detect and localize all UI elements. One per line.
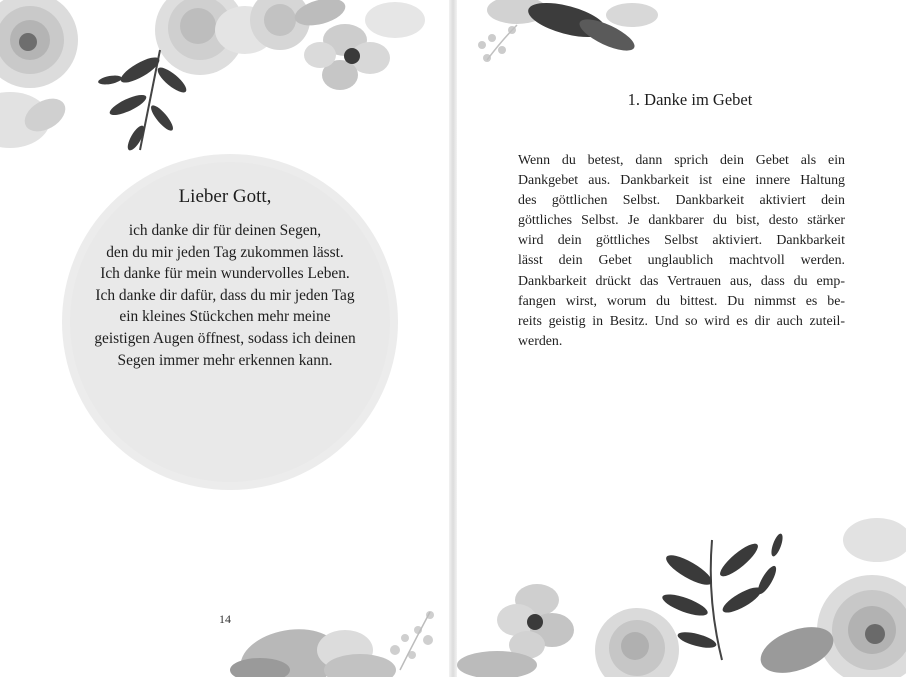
body-line: reits geistig in Besitz. Und so wird es dir auch zuteil- bbox=[518, 313, 845, 329]
floral-bottom-left-decoration bbox=[230, 611, 434, 677]
body-line: wird dein göttliches Selbst aktiviert. Dankbarkeit bbox=[518, 233, 845, 249]
prayer-line: geistigen Augen öffnest, sodass ich deinen bbox=[94, 329, 356, 347]
floral-bottom-right-decoration bbox=[457, 518, 906, 677]
body-line: göttliches Selbst. Je dankbarer du bist, desto stärker bbox=[518, 213, 845, 229]
page-number: 14 bbox=[219, 612, 231, 626]
rose-top-center bbox=[155, 0, 310, 75]
body-line: lässt dein Gebet unglaublich machtvoll werden. bbox=[518, 253, 845, 269]
chapter-title: 1. Danke im Gebet bbox=[627, 90, 753, 109]
body-line: Dankgebet aus. Dankbarkeit ist eine innere Haltung bbox=[518, 173, 845, 189]
prayer-line: Segen immer mehr erkennen kann. bbox=[117, 351, 333, 369]
prayer-line: den du mir jeden Tag zukommen lässt. bbox=[106, 243, 344, 261]
floral-top-right-decoration bbox=[478, 0, 658, 62]
prayer-block bbox=[70, 186, 380, 371]
prayer-line: ich danke dir für deinen Segen, bbox=[128, 222, 322, 239]
rose-top-left bbox=[0, 0, 78, 148]
right-page bbox=[457, 0, 906, 677]
book-gutter bbox=[449, 0, 457, 677]
body-line: werden. bbox=[518, 333, 563, 349]
prayer-line: Ich danke für mein wundervolles Leben. bbox=[100, 265, 350, 283]
body-line: Wenn du betest, dann sprich dein Gebet als ein bbox=[518, 153, 845, 168]
prayer-greeting: Lieber Gott, bbox=[178, 186, 272, 207]
left-page bbox=[0, 0, 449, 677]
body-line: Dankbarkeit drückt das Vertrauen aus, dass du emp- bbox=[518, 273, 845, 289]
prayer-line: Ich danke dir dafür, dass du mir jeden Tag bbox=[95, 286, 355, 304]
chapter-body-text bbox=[518, 151, 845, 352]
body-line: des göttlichen Selbst. Dankbarkeit aktiviert dein bbox=[518, 193, 845, 209]
body-line: fangen wirst, worum du bittest. Du nimmst es be- bbox=[518, 293, 845, 309]
prayer-line: ein kleines Stückchen mehr meine bbox=[119, 308, 331, 326]
flower-top-right bbox=[292, 0, 425, 90]
